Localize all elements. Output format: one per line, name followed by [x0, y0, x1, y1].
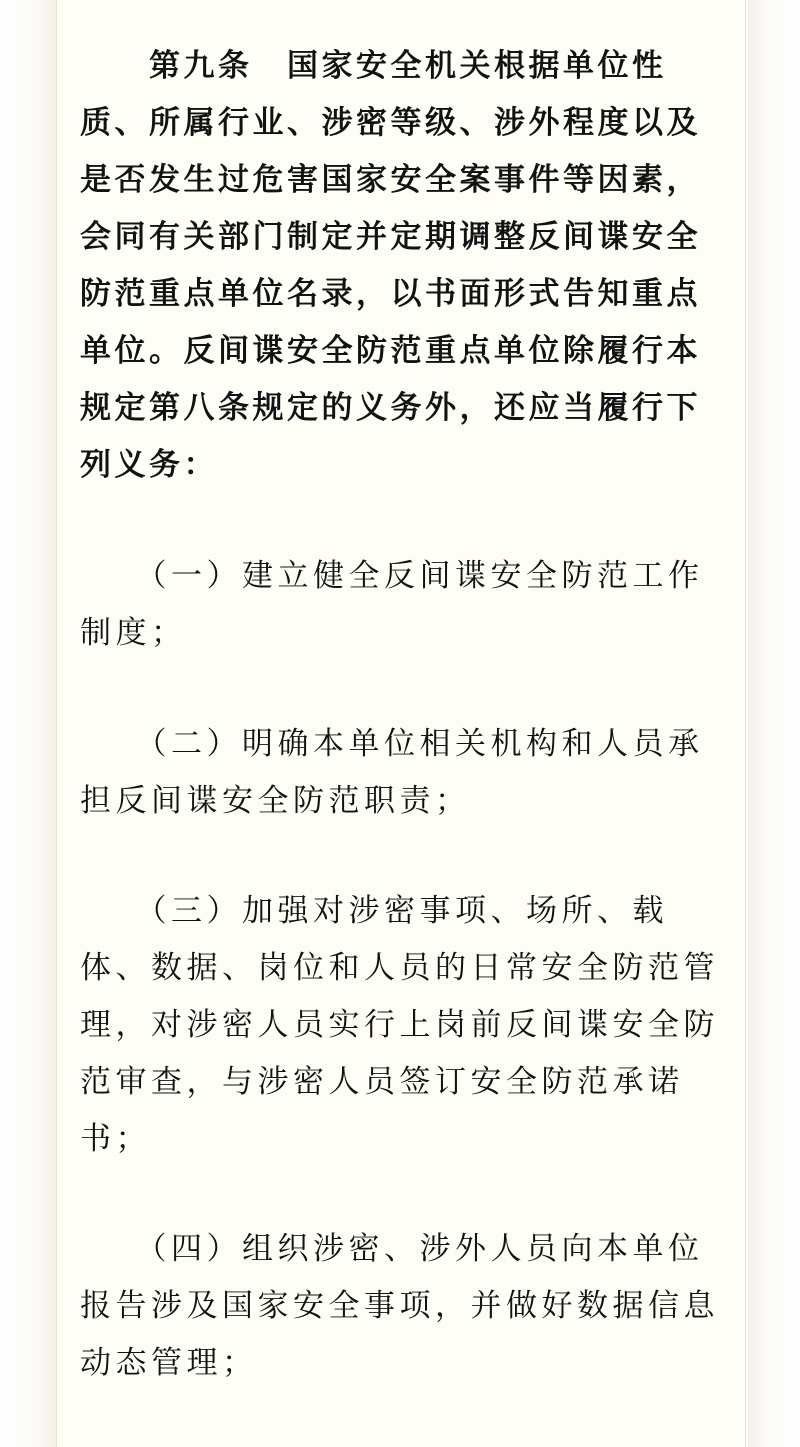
article-line: 第九条 国家安全机关根据单位性 [80, 48, 667, 84]
item-line: 理，对涉密人员实行上岗前反间谍安全防 [80, 1007, 719, 1043]
item-line: （一）建立健全反间谍安全防范工作 [80, 558, 704, 594]
item-line: （三）加强对涉密事项、场所、载 [80, 893, 668, 929]
item-line: 报告涉及国家安全事项，并做好数据信息 [80, 1288, 719, 1324]
article-line: 规定第八条规定的义务外，还应当履行下 [80, 390, 701, 426]
obligation-item-2 [80, 716, 730, 830]
page-margin-left [0, 0, 56, 1447]
item-line: （四）组织涉密、涉外人员向本单位 [80, 1231, 704, 1267]
item-line: 体、数据、岗位和人员的日常安全防范管 [80, 950, 719, 986]
item-line: 担反间谍安全防范职责； [80, 783, 471, 819]
obligation-item-4 [80, 1221, 730, 1392]
article-9-paragraph [80, 38, 730, 494]
article-line: 质、所属行业、涉密等级、涉外程度以及 [80, 105, 701, 141]
article-line: 会同有关部门制定并定期调整反间谍安全 [80, 219, 701, 255]
article-line: 列义务： [80, 447, 218, 483]
article-line: 单位。反间谍安全防范重点单位除履行本 [80, 333, 701, 369]
article-line: 防范重点单位名录，以书面形式告知重点 [80, 276, 701, 312]
obligation-item-1 [80, 548, 730, 662]
item-line: 制度； [80, 615, 187, 651]
item-line: （二）明确本单位相关机构和人员承 [80, 726, 704, 762]
article-line: 是否发生过危害国家安全案事件等因素， [80, 162, 701, 198]
item-line: 书； [80, 1121, 151, 1157]
obligation-item-3 [80, 883, 730, 1168]
item-line: 动态管理； [80, 1345, 258, 1381]
item-line: 范审查，与涉密人员签订安全防范承诺 [80, 1064, 684, 1100]
page-margin-right [748, 0, 800, 1447]
